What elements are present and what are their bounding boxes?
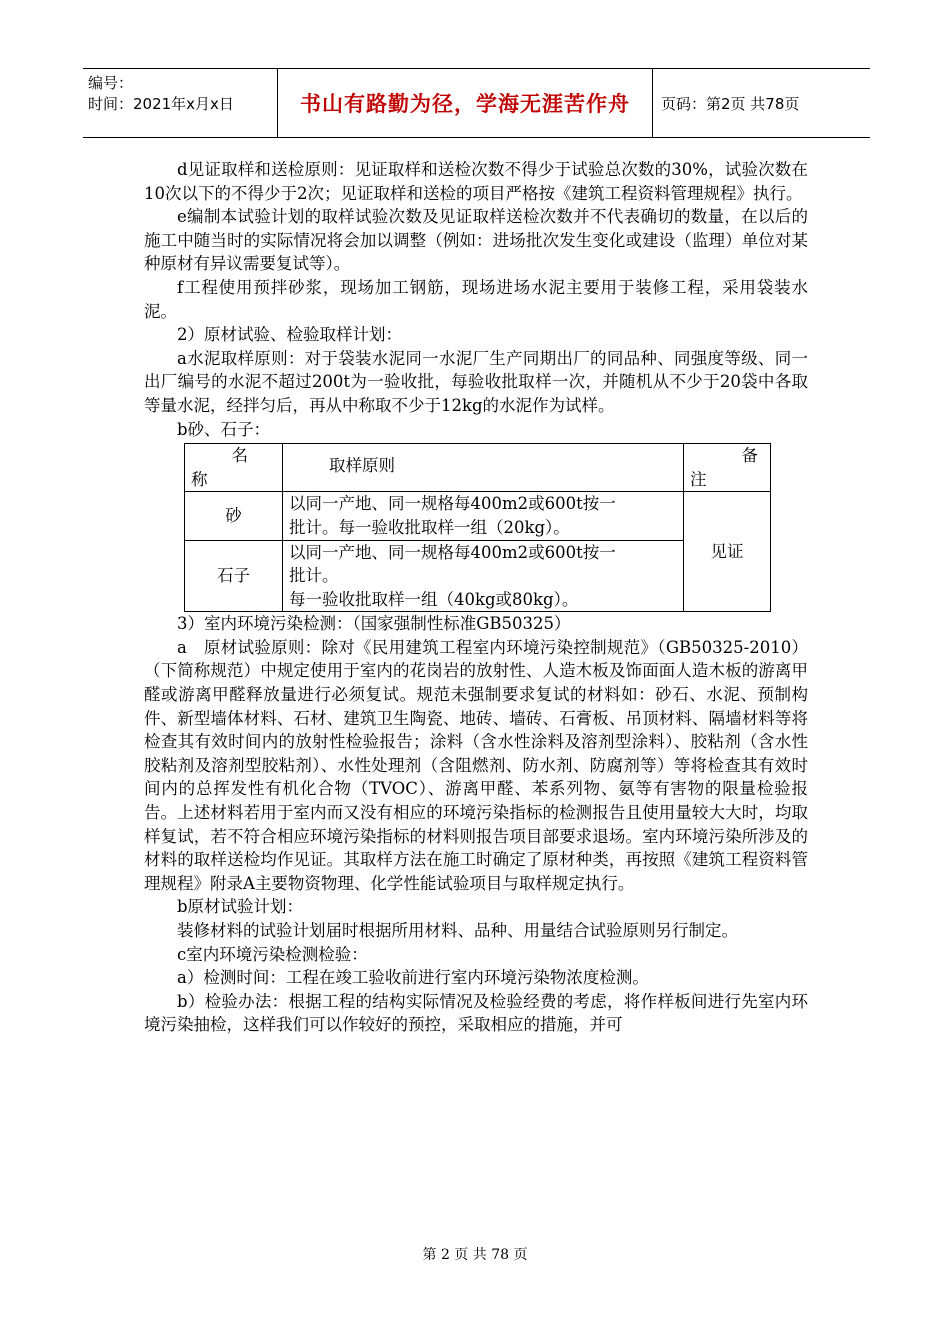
paragraph-material-test-principle: a 原材试验原则：除对《民用建筑工程室内环境污染控制规范》（GB50325-2010）（下简称规范）中规定使用于室内的花岗岩的放射性、人造木板及饰面面人造木板的游离甲醛或游离甲醛释放量进行必须复试。规范未强制要求复试的材料如：砂石、水泥、预制构件、新型墙体材料、石材、建筑卫生陶瓷、地砖、墙砖、石膏板、吊顶材料、隔墙材料等将检查其有效时间内的放射性检验报告；涂料（含水性涂料及溶剂型涂料）、胶粘剂（含水性胶粘剂及溶剂型胶粘剂）、水性处理剂（含阻燃剂、防水剂、防腐剂等）等将检查其有效时间内的总挥发性有机化合物（TVOC）、游离甲醛、苯系列物、氨等有害物的限量检验报告。上述材料若用于室内而又没有相应的环境污染指标的检测报告且使用量较大大时，均取样复试，若不符合相应环境污染指标的材料则报告项目部要求退场。室内环境污染所涉及的材料的取样送检均作见证。其取样方法在施工时确定了原材种类，再按照《建筑工程资料管理规程》附录A主要物资物理、化学性能试验项目与取样规定执行。 xyxy=(144,637,808,893)
section-heading-indoor-pollution: 3）室内环境污染检测：（国家强制性标准GB50325） xyxy=(177,614,571,634)
paragraph-inspection-method: b）检验办法：根据工程的结构实际情况及检验经费的考虑，将作样板间进行先室内环境污染抽检，这样我们可以作较好的预控，采取相应的措施，并可 xyxy=(144,991,808,1035)
row-name-sand: 砂 xyxy=(185,492,283,540)
header-page-number: 页码：第2页 共78页 xyxy=(661,94,800,113)
document-date: 时间：2021年x月x日 xyxy=(88,95,234,113)
sand-stone-sampling-table xyxy=(184,443,771,612)
page-header xyxy=(83,68,870,138)
header-info-cell xyxy=(83,69,278,137)
header-cell-name: 名 称 xyxy=(185,444,283,492)
subheading-material-test-plan: b原材试验计划： xyxy=(177,897,304,917)
table-row xyxy=(185,540,771,612)
paragraph-cement-sampling: a水泥取样原则：对于袋装水泥同一水泥厂生产同期出厂的同品种、同强度等级、同一出厂编号的水泥不超过200t为一验收批，每验收批取样一次，并随机从不少于20袋中各取等量水泥，经拌匀后，再从中称取不少于12kg的水泥作为试样。 xyxy=(144,348,808,415)
row-name-stone: 石子 xyxy=(185,540,283,612)
paragraph-witness-sampling: d见证取样和送检原则：见证取样和送检次数不得少于试验总次数的30%，试验次数在10次以下的不得少于2次；见证取样和送检的项目严格按《建筑工程资料管理规程》执行。 xyxy=(144,160,808,203)
header-motto: 书山有路勤为径，学海无涯苦作舟 xyxy=(300,92,630,116)
paragraph-decoration-material-plan: 装修材料的试验计划届时根据所用材料、品种、用量结合试验原则另行制定。 xyxy=(177,921,738,940)
subheading-indoor-pollution-inspection: c室内环境污染检测检验： xyxy=(177,944,368,964)
section-heading-material-test: 2）原材试验、检验取样计划： xyxy=(177,325,402,345)
header-cell-note: 备 注 xyxy=(684,444,771,492)
note-cell-witness: 见证 xyxy=(684,492,771,612)
paragraph-plan-note: e编制本试验计划的取样试验次数及见证取样送检次数并不代表确切的数量，在以后的施工中随当时的实际情况将会加以调整（例如：进场批次发生变化或建设（监理）单位对某种原材有异议需要复试等）。 xyxy=(144,207,808,274)
header-page-cell xyxy=(653,69,870,137)
document-body xyxy=(144,158,808,1037)
document-number: 编号： xyxy=(88,74,134,92)
paragraph-inspection-time: a）检测时间：工程在竣工验收前进行室内环境污染物浓度检测。 xyxy=(177,968,649,988)
subheading-sand-stone: b砂、石子： xyxy=(177,419,271,439)
paragraph-mortar: f工程使用预拌砂浆，现场加工钢筋，现场进场水泥主要用于装修工程，采用袋装水泥。 xyxy=(144,277,808,321)
row-rule-sand: 以同一产地、同一规格每400m2或600t按一 批计。每一验收批取样一组（20kg）。 xyxy=(283,492,684,540)
page-footer: 第 2 页 共 78 页 xyxy=(422,1247,528,1263)
table-header-row xyxy=(185,444,771,492)
table-row xyxy=(185,492,771,540)
header-cell-rule: 取样原则 xyxy=(283,444,684,492)
row-rule-stone: 以同一产地、同一规格每400m2或600t按一 批计。 每一验收批取样一组（40kg或80kg）。 xyxy=(283,540,684,612)
header-motto-cell xyxy=(278,69,653,137)
